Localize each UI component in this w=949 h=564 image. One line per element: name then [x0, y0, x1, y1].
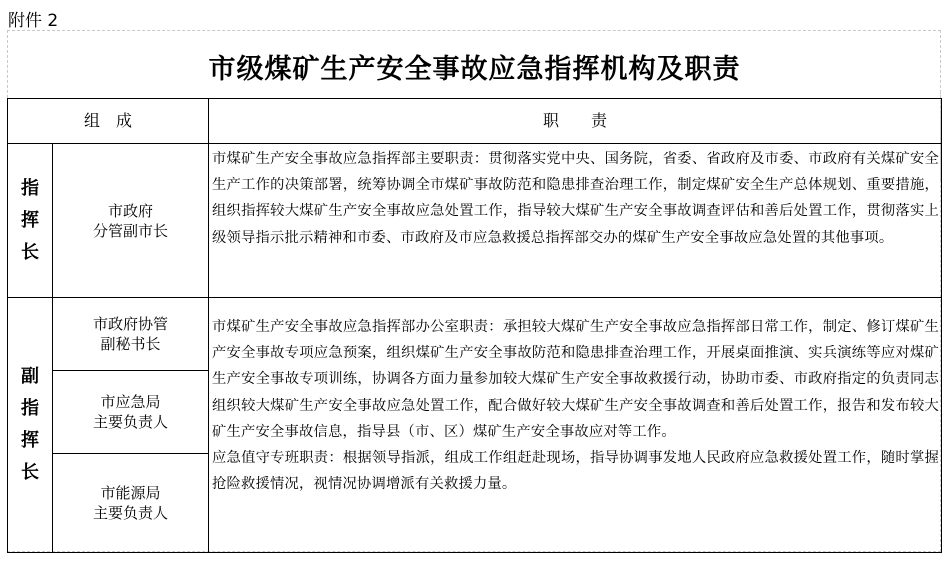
member-vice-mayor: 市政府 分管副市长 — [92, 201, 168, 240]
attachment-label: 附件 2 — [8, 11, 59, 31]
header-duties: 职 责 — [542, 111, 607, 130]
role-commander: 指 挥 长 — [21, 177, 39, 263]
duty-office-paragraph: 市煤矿生产安全事故应急指挥部办公室职责：承担较大煤矿生产安全事故应急指挥部日常工作，制定、修订煤矿生产安全事故专项应急预案，组织煤矿生产安全事故防范和隐患排查治理工作，开展桌面推演、实兵演练等应对煤矿生产安全事故专项训练，协调各方面力量参加较大煤矿生产安全事故救援行动，协助市委、市政府指定的负责同志组织较大煤矿生产安全事故应急处置工作，配合做好较大煤矿生产安全事故调查和善后处置工作，报告和发布较大矿生产安全事故信息，指导县（市、区）煤矿生产安全事故应对等工作。 — [212, 319, 939, 440]
member-emergency-bureau-head: 市应急局 主要负责人 — [92, 393, 168, 431]
document-title: 市级煤矿生产安全事故应急指挥机构及职责 — [208, 54, 741, 85]
duty-deputy-commander — [209, 314, 941, 552]
duty-standby-paragraph: 应急值守专班职责：根据领导指派，组成工作组赶赴现场，指导协调事发地人民政府应急救援处置工作，随时掌握抢险救援情况，视情况协调增派有关救援力量。 — [212, 450, 939, 493]
role-deputy-commander: 副 指 挥 长 — [21, 366, 39, 483]
header-composition: 组 成 — [83, 111, 132, 130]
member-energy-bureau-head: 市能源局 主要负责人 — [92, 484, 168, 522]
member-deputy-secretary-general: 市政府协管 副秘书长 — [92, 315, 168, 353]
duty-commander: 市煤矿生产安全事故应急指挥部主要职责：贯彻落实党中央、国务院，省委、省政府及市委、市政府有关煤矿安全生产工作的决策部署，统筹协调全市煤矿事故防范和隐患排查治理工作，制定煤矿安全生产总体规划、重要措施，组织指挥较大煤矿生产安全事故应急处置工作，指导较大煤矿生产安全事故调查评估和善后处置工作，贯彻落实上级领导指示批示精神和市委、市政府及市应急救援总指挥部交办的煤矿生产安全事故应急处置的其他事项。 — [212, 151, 939, 246]
